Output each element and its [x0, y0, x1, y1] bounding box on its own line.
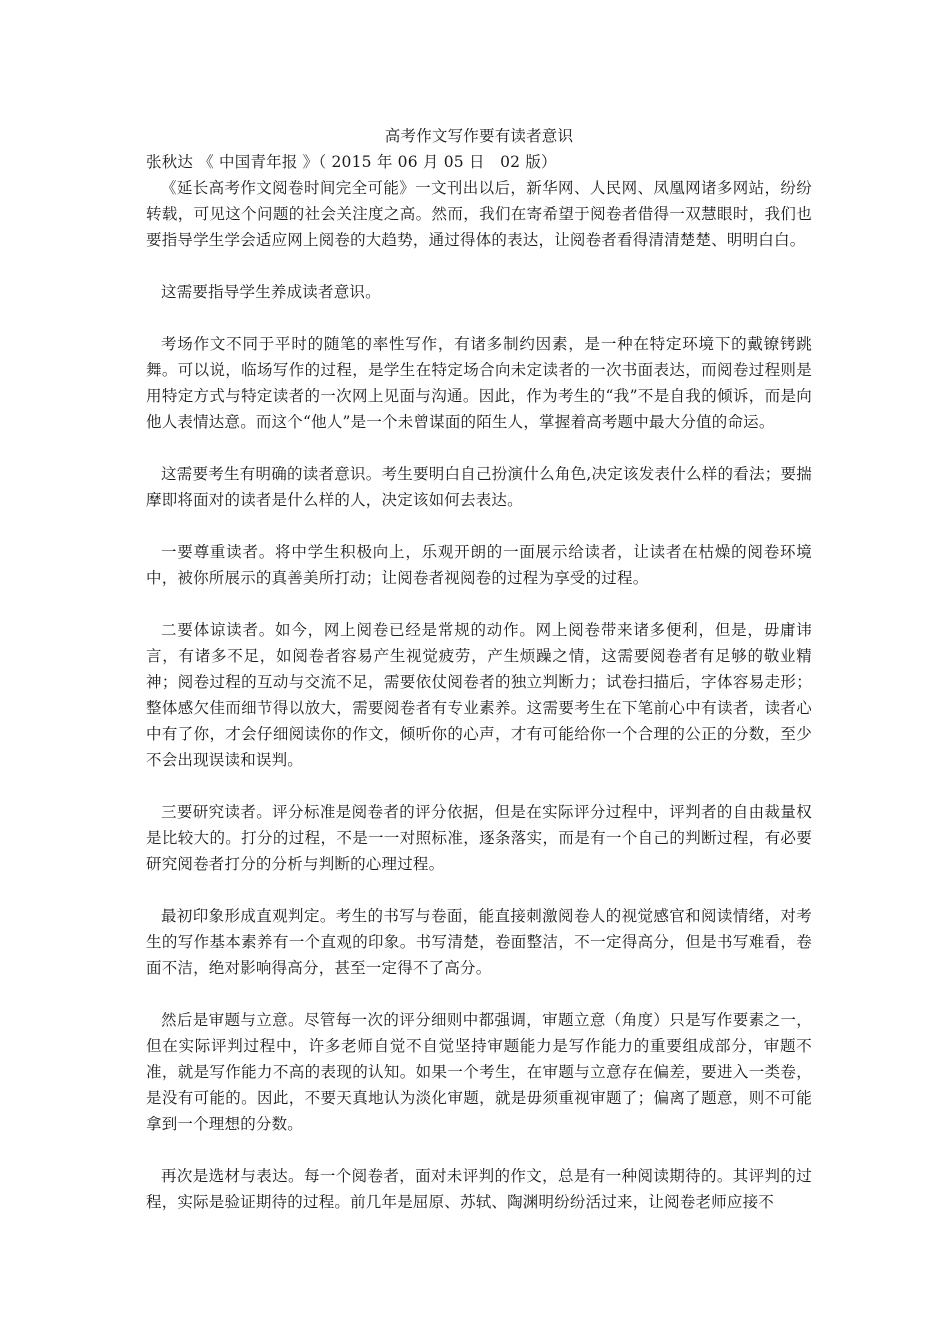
paragraph: 这需要指导学生养成读者意识。 — [161, 283, 381, 301]
paragraph: 二要体谅读者。如今，网上阅卷已经是常规的动作。网上阅卷带来诸多便利，但是，毋庸讳言，有诸多不足，如阅卷者容易产生视觉疲劳，产生烦躁之情，这需要阅卷者有足够的敬业精神；阅卷过程的互动与交流不足，需要依仗阅卷者的独立判断力；试卷扫描后，字体容易走形；整体感欠佳而细节得以放大，需要阅卷者有专业素养。这需要考生在下笔前心中有读者，读者心中有了你，才会仔细阅读你的作文，倾听你的心声，才有可能给你一个合理的公正的分数，至少不会出现误读和误判。 — [146, 621, 812, 769]
article-byline: 张秋达 《 中国青年报 》（ 2015 年 06 月 05 日 02 版） — [146, 153, 557, 171]
paragraph: 考场作文不同于平时的随笔的率性写作，有诸多制约因素，是一种在特定环境下的戴镣铐跳舞。可以说，临场写作的过程，是学生在特定场合向未定读者的一次书面表达，而阅卷过程则是用特定方式与特定读者的一次网上见面与沟通。因此，作为考生的“我”不是自我的倾诉，而是向他人表情达意。而这个“他人”是一个未曾谋面的陌生人，掌握着高考题中最大分值的命运。 — [146, 335, 812, 431]
paragraph: 这需要考生有明确的读者意识。考生要明白自己扮演什么角色,决定该发表什么样的看法；要揣摩即将面对的读者是什么样的人，决定该如何去表达。 — [146, 465, 812, 509]
article-title: 高考作文写作要有读者意识 — [384, 127, 574, 145]
paragraph: 一要尊重读者。将中学生积极向上，乐观开朗的一面展示给读者，让读者在枯燥的阅卷环境中，被你所展示的真善美所打动；让阅卷者视阅卷的过程为享受的过程。 — [146, 543, 812, 587]
paragraph: 三要研究读者。评分标准是阅卷者的评分依据，但是在实际评分过程中，评判者的自由裁量权是比较大的。打分的过程，不是一一对照标准，逐条落实，而是有一个自己的判断过程，有必要研究阅卷者打分的分析与判断的心理过程。 — [146, 803, 812, 873]
paragraph: 最初印象形成直观判定。考生的书写与卷面，能直接刺激阅卷人的视觉感官和阅读情绪，对考生的写作基本素养有一个直观的印象。书写清楚，卷面整洁，不一定得高分，但是书写难看，卷面不洁，绝对影响得高分，甚至一定得不了高分。 — [146, 907, 812, 977]
paragraph: 《延长高考作文阅卷时间完全可能》一文刊出以后，新华网、人民网、凤凰网诸多网站，纷纷转载，可见这个问题的社会关注度之高。然而，我们在寄希望于阅卷者借得一双慧眼时，我们也要指导学生学会适应网上阅卷的大趋势，通过得体的表达，让阅卷者看得清清楚楚、明明白白。 — [146, 179, 812, 249]
paragraph: 再次是选材与表达。每一个阅卷者，面对未评判的作文，总是有一种阅读期待的。其评判的过程，实际是验证期待的过程。前几年是屈原、苏轼、陶渊明纷纷活过来，让阅卷老师应接不 — [146, 1167, 812, 1211]
paragraph: 然后是审题与立意。尽管每一次的评分细则中都强调，审题立意（角度）只是写作要素之一，但在实际评判过程中，许多老师自觉不自觉坚持审题能力是写作能力的重要组成部分，审题不准，就是写作能力不高的表现的认知。如果一个考生，在审题与立意存在偏差，要进入一类卷，是没有可能的。因此，不要天真地认为淡化审题，就是毋须重视审题了；偏离了题意，则不可能拿到一个理想的分数。 — [146, 1011, 812, 1133]
document-page — [146, 123, 812, 1241]
